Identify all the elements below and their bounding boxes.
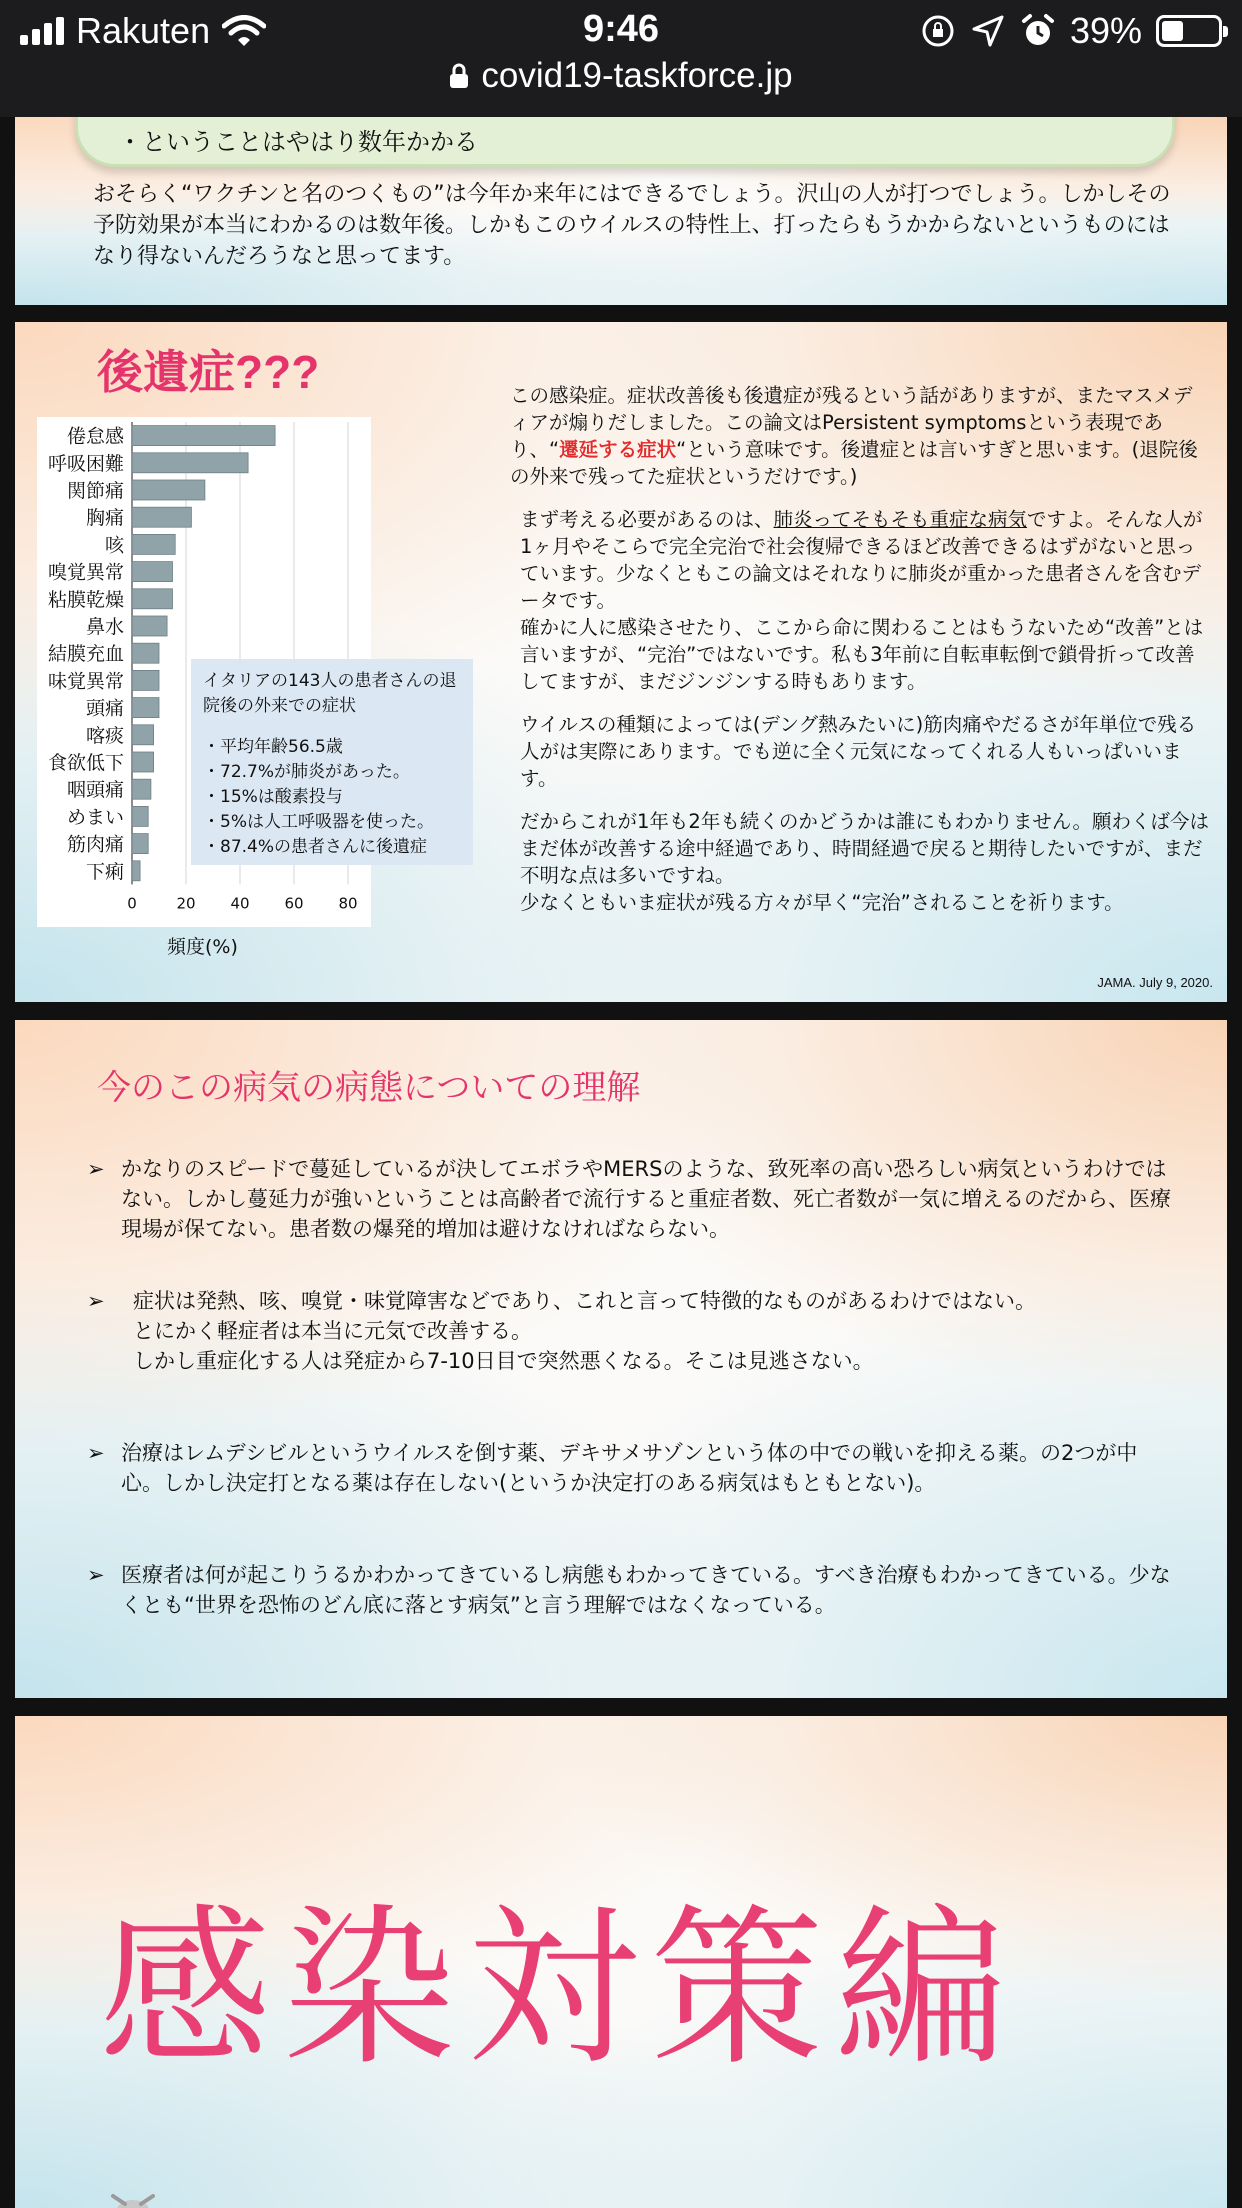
- arrow-bullet-icon: ➢: [87, 1289, 105, 1313]
- underlined-text: 肺炎ってそもそも重症な病気: [773, 508, 1028, 531]
- bar: [132, 698, 159, 718]
- slide-after-effects: [15, 322, 1227, 1002]
- info-line: ・平均年齢56.5歳: [203, 737, 343, 757]
- slide-title: 後遺症???: [97, 346, 320, 398]
- summary-box-text: ・ということはやはり数年かかる: [118, 128, 478, 156]
- bar: [132, 589, 173, 609]
- category-label: 咽頭痛: [66, 779, 124, 802]
- bar: [132, 562, 173, 582]
- bar: [132, 834, 148, 854]
- bar: [132, 426, 275, 446]
- category-label: めまい: [66, 806, 124, 829]
- bar: [132, 616, 167, 636]
- bar: [132, 643, 159, 663]
- info-line: ・87.4%の患者さんに後遺症: [203, 837, 428, 857]
- bullet-text: しかし重症化する人は発症から7-10日目で突然悪くなる。そこは見逃さない。: [133, 1349, 874, 1373]
- lock-icon: [449, 63, 469, 89]
- bar: [132, 806, 148, 826]
- x-tick-label: 0: [127, 894, 137, 913]
- vaccine-paragraph: おそらく“ワクチンと名のつくもの”は今年か来年にはできるでしょう。沢山の人が打つでしょう。しかしその予防効果が本当にわかるのは数年後。しかもこのウイルスの特性上、打ったらもうかからないというものにはなり得ないんだろうなと思ってます。: [93, 182, 1171, 269]
- category-label: 下痢: [85, 860, 124, 883]
- category-label: 嗅覚異常: [47, 561, 124, 584]
- info-line: ・72.7%が肺炎があった。: [203, 762, 410, 782]
- bar: [132, 480, 205, 500]
- arrow-bullet-icon: ➢: [87, 1563, 105, 1587]
- x-tick-label: 40: [230, 894, 250, 913]
- address-bar[interactable]: [0, 56, 1242, 96]
- list-item: [87, 1438, 1177, 1498]
- slide-infection-control: [15, 1716, 1227, 2208]
- slide-title: 今のこの病気の病態についての理解: [97, 1069, 641, 1107]
- battery-percent: 39%: [1069, 10, 1142, 51]
- text-span: 確かに人に感染させたり、ここから命に関わることはもうないため“改善”とは言いますが、“完治”ではないです。私も3年前に自転車転倒で鎖骨折って改善してますが、まだジンジンする時もあります。: [520, 616, 1204, 693]
- category-label: 味覚異常: [47, 670, 124, 693]
- info-line: ・5%は人工呼吸器を使った。: [203, 812, 434, 832]
- alarm-icon: [1020, 13, 1056, 49]
- bullet-text: かなりのスピードで蔓延しているが決してエボラやMERSのような、致死率の高い恐ろしい病気というわけではない。しかし蔓延力が強いということは高齢者で流行すると重症者数、死亡者数が一気に増えるのだから、医療現場が保てない。患者数の爆発的増加は避けなければならない。: [121, 1157, 1171, 1241]
- url-text: covid19-taskforce.jp: [481, 56, 793, 95]
- citation: JAMA. July 9, 2020.: [1097, 975, 1213, 990]
- list-item: [87, 1154, 1177, 1244]
- carrier-name: Rakuten: [76, 10, 211, 51]
- category-label: 鼻水: [85, 616, 124, 638]
- category-label: 胸痛: [85, 507, 124, 530]
- category-label: 喀痰: [85, 724, 124, 747]
- category-label: 筋肉痛: [66, 833, 124, 856]
- bullet-list: [87, 1154, 1177, 1620]
- info-line: ・15%は酸素投与: [203, 787, 343, 807]
- clock: 9:46: [582, 8, 660, 50]
- bar: [132, 779, 151, 799]
- category-label: 呼吸困難: [47, 452, 124, 475]
- paragraph-2: [510, 506, 1210, 695]
- bar: [132, 725, 154, 745]
- orientation-lock-icon: [920, 13, 956, 49]
- paragraph-1: [510, 382, 1210, 490]
- battery-fill: [1162, 21, 1183, 41]
- x-tick-label: 20: [176, 894, 196, 913]
- virus-icon: [103, 2186, 163, 2208]
- category-label: 関節痛: [66, 480, 124, 502]
- battery-icon: [1156, 15, 1222, 47]
- text-span: “という意味です。後遺症とは言いすぎと思います。(退院後の外来で残ってた症状というだけです。): [510, 438, 1198, 488]
- slide-vaccine: [15, 117, 1227, 305]
- text-span: まず考える必要があるのは、: [520, 508, 774, 531]
- text-span: この感染症。症状改善後も後遺症が残るという話がありますが、またマスメディアが煽りだしました。この論文はPersistent symptomsという表現であり、“: [510, 384, 1193, 461]
- category-label: 咳: [104, 534, 124, 557]
- section-title: 感染対策編: [99, 1888, 1019, 2089]
- category-label: 倦怠感: [66, 425, 124, 448]
- bar: [132, 861, 140, 881]
- after-effects-text: [510, 382, 1210, 932]
- bar: [132, 752, 154, 772]
- bar: [132, 507, 191, 527]
- arrow-bullet-icon: ➢: [87, 1157, 105, 1181]
- highlight-text: 遷延する症状: [559, 438, 677, 461]
- x-tick-label: 80: [338, 894, 358, 913]
- status-right: [920, 10, 1222, 52]
- bullet-text: 治療はレムデシビルというウイルスを倒す薬、デキサメサゾンという体の中での戦いを抑える薬。の2つが中心。しかし決定打となる薬は存在しない(というか決定打のある病気はもともとない)。: [121, 1441, 1138, 1495]
- list-item: [87, 1560, 1177, 1620]
- bar: [132, 453, 248, 473]
- paragraph-3: ウイルスの種類によっては(デング熱みたいに)筋肉痛やだるさが年単位で残る人がは実際にあります。でも逆に全く元気になってくれる人もいっぱいいます。: [520, 713, 1197, 790]
- status-bar: [0, 0, 1242, 117]
- text-span: ですよ。そんな人が1ヶ月やそこらで完全完治で社会復帰できるほど改善できるはずがないと思っています。少なくともこの論文はそれなりに肺炎が重かった患者さんを含むデータです。: [520, 508, 1203, 612]
- category-label: 食欲低下: [47, 752, 124, 774]
- bullet-text: 症状は発熱、咳、嗅覚・味覚障害などであり、これと言って特徴的なものがあるわけではない。: [133, 1289, 1036, 1313]
- summary-box: [75, 117, 1175, 167]
- bar: [132, 670, 159, 690]
- bar: [132, 534, 175, 554]
- paragraph-4: [510, 808, 1210, 916]
- slide-understanding: [15, 1020, 1227, 1698]
- list-item: [87, 1286, 1177, 1376]
- x-axis-title: 頻度(%): [167, 936, 238, 958]
- bullet-text: とにかく軽症者は本当に元気で改善する。: [133, 1319, 532, 1343]
- category-label: 粘膜乾燥: [47, 588, 124, 611]
- info-box-title: イタリアの143人の患者さんの退院後の外来での症状: [203, 671, 457, 716]
- category-label: 頭痛: [85, 697, 124, 720]
- study-info-box: [191, 659, 473, 865]
- bullet-text: 医療者は何が起こりうるかわかってきているし病態もわかってきている。すべき治療もわかってきている。少なくとも“世界を恐怖のどん底に落とす病気”と言う理解ではなくなっている。: [121, 1563, 1171, 1617]
- location-icon: [970, 13, 1006, 49]
- x-tick-label: 60: [284, 894, 304, 913]
- category-label: 結膜充血: [47, 643, 124, 666]
- text-span: だからこれが1年も2年も続くのかどうかは誰にもわかりません。願わくば今はまだ体が改善する途中経過であり、時間経過で戻ると期待したいですが、まだ不明な点は多いですね。: [520, 810, 1209, 887]
- text-span: 少なくともいま症状が残る方々が早く“完治”されることを祈ります。: [520, 891, 1124, 914]
- arrow-bullet-icon: ➢: [87, 1441, 105, 1465]
